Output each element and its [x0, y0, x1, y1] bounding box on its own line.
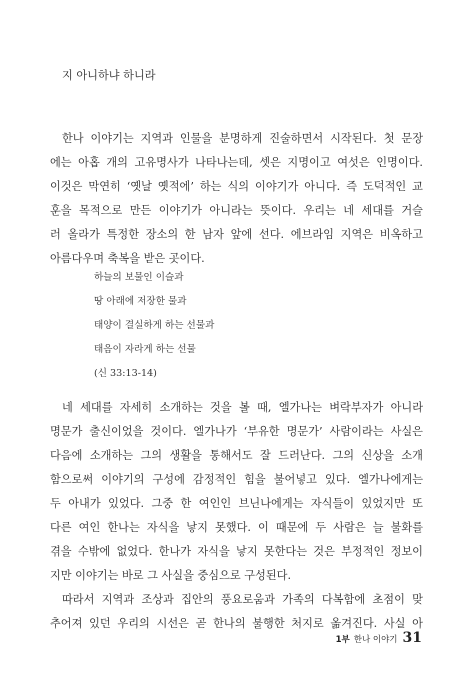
- paragraph-line: 에는 아홉 개의 고유명사가 나타나는데, 셋은 지명이고 여섯은 인명이다.: [50, 156, 423, 169]
- paragraph-line: 네 세대를 자세히 소개하는 것을 볼 때, 엘가나는 벼락부자가 아니라: [62, 401, 423, 414]
- paragraph-line: 두 아내가 있었다. 그중 한 여인인 브닌나에게는 자식들이 있었지만 또: [50, 497, 423, 510]
- opening-line: 지 아니하냐 하니라: [62, 69, 156, 82]
- paragraph-line: 따라서 지역과 조상과 집안의 풍요로움과 가족의 다복함에 초점이 맞: [62, 593, 423, 606]
- paragraph-line: 다른 여인 한나는 자식을 낳지 못했다. 이 때문에 두 사람은 늘 불화를: [50, 521, 423, 534]
- footer-part: 1부: [335, 635, 350, 645]
- quote-line: 태음이 자라게 하는 선물: [94, 344, 196, 355]
- paragraph-line: 겪을 수밖에 없었다. 한나가 자식을 낳지 못한다는 것은 부정적인 정보이: [50, 545, 423, 558]
- paragraph-line: 함으로써 이야기의 구성에 감정적인 힘을 불어넣고 있다. 엘가나에게는: [50, 473, 423, 486]
- paragraph-3: [50, 588, 423, 636]
- quote-line: 태양이 결실하게 하는 선물과: [94, 320, 215, 331]
- paragraph-line: 러 올라가 특정한 장소의 한 남자 앞에 선다. 에브라임 지역은 비옥하고: [50, 228, 423, 241]
- quote-line: 하늘의 보물인 이슬과: [94, 272, 184, 283]
- paragraph-2: [50, 396, 423, 588]
- paragraph-1: [50, 127, 423, 271]
- quote-reference: (신 33:13-14): [94, 368, 157, 379]
- paragraph-line: 지만 이야기는 바로 그 사실을 중심으로 구성된다.: [50, 569, 292, 582]
- page-footer: [336, 630, 422, 646]
- scripture-quote: [94, 266, 394, 386]
- paragraph-line: 한나 이야기는 지역과 인물을 분명하게 진술하면서 시작된다. 첫 문장: [62, 132, 423, 145]
- paragraph-line: 추어져 있던 우리의 시선은 곧 한나의 불행한 처지로 옮겨진다. 사실 아: [50, 617, 423, 630]
- paragraph-line: 명문가 출신이었을 것이다. 엘가나가 ‘부유한 명문가’ 사람이라는 사실은: [50, 425, 423, 438]
- quote-line: 땅 아래에 저장한 물과: [94, 296, 187, 307]
- paragraph-line: 훈을 목적으로 만든 이야기가 아니라는 뜻이다. 우리는 네 세대를 거슬: [50, 204, 423, 217]
- footer-chapter-title: 한나 이야기: [353, 635, 398, 645]
- paragraph-line: 이것은 막연히 ‘옛날 옛적에’ 하는 식의 이야기가 아니다. 즉 도덕적인 교: [50, 180, 423, 193]
- paragraph-line: 아름다우며 축복을 받은 곳이다.: [50, 252, 205, 265]
- opening-line-block: [50, 64, 423, 88]
- page-number: 31: [402, 630, 422, 646]
- paragraph-line: 다음에 소개하는 그의 생활을 통해서도 잘 드러난다. 그의 신상을 소개: [50, 449, 423, 462]
